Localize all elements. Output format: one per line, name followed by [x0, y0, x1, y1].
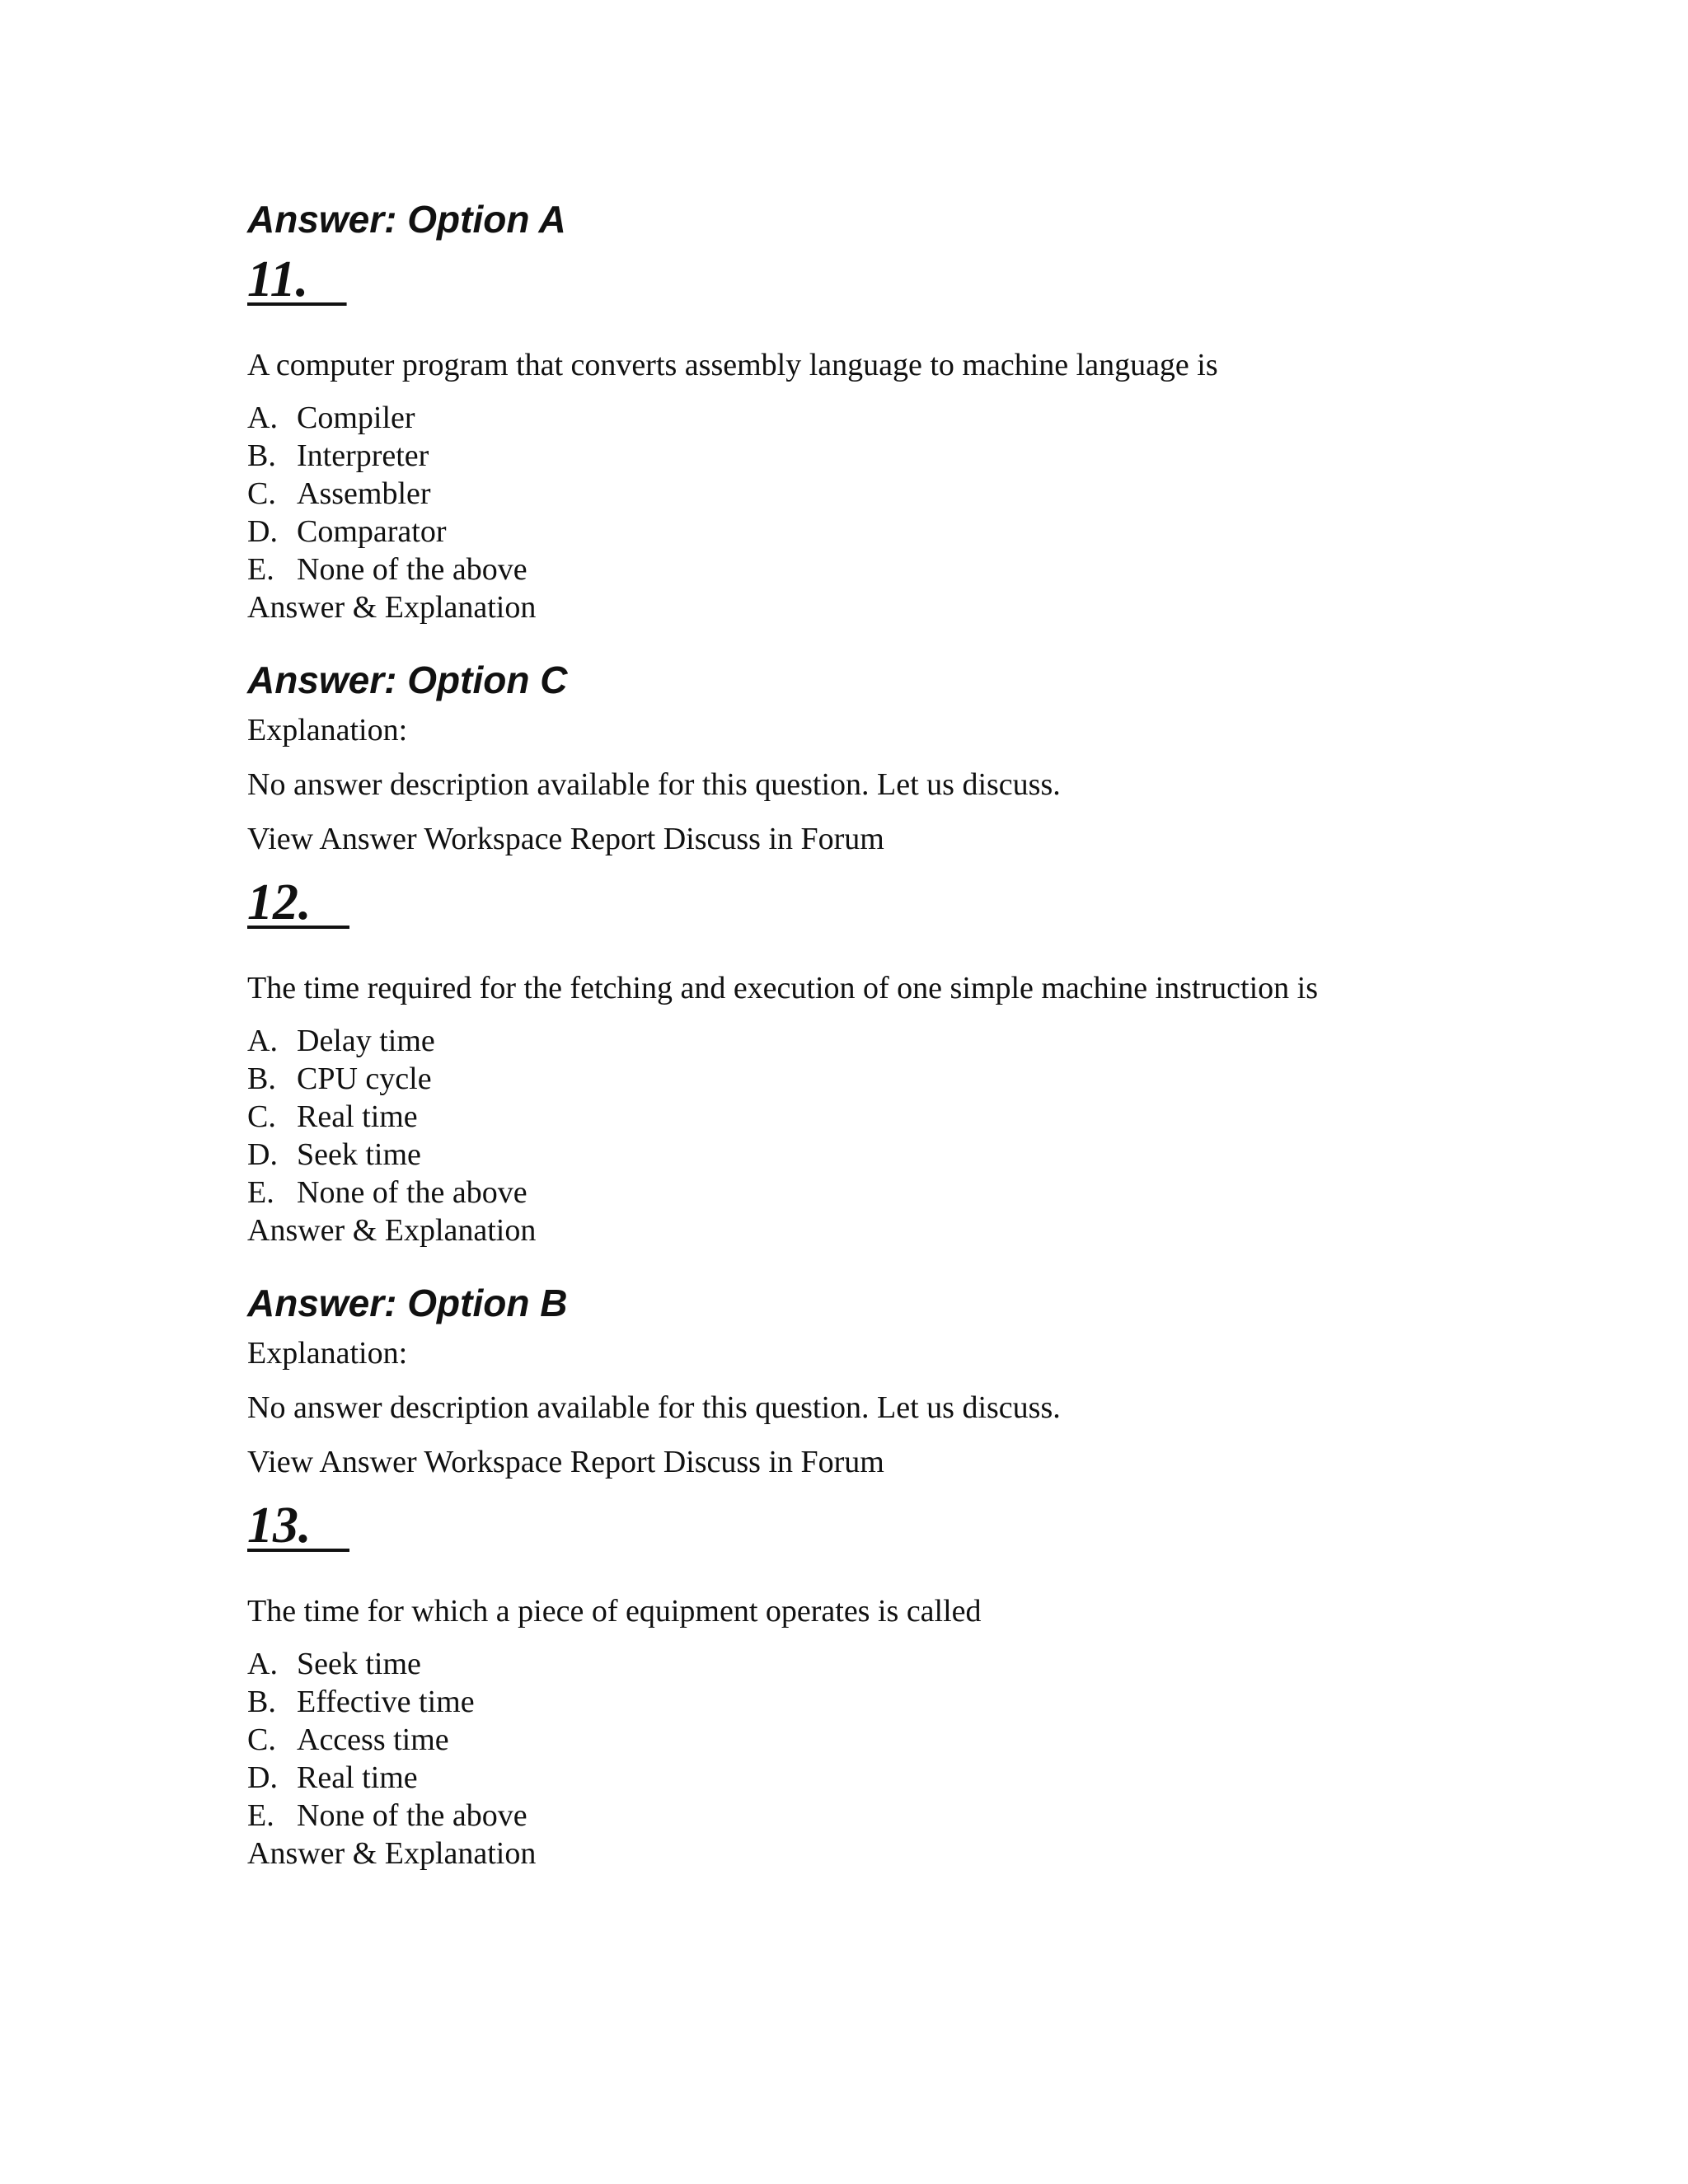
question-number: 13. — [247, 1497, 349, 1554]
option-letter: D. — [247, 1137, 278, 1172]
action-links[interactable]: View Answer Workspace Report Discuss in Forum — [247, 822, 884, 856]
option-letter: D. — [247, 514, 278, 549]
question-number: 12. — [247, 874, 349, 930]
option-text: Delay time — [297, 1024, 435, 1058]
explanation-text: No answer description available for this question. Let us discuss. — [247, 1390, 1061, 1425]
option-letter: E. — [247, 1175, 274, 1210]
option-item[interactable] — [247, 1060, 528, 1098]
option-item[interactable] — [247, 1098, 528, 1136]
option-letter: B. — [247, 438, 276, 473]
answer-heading: Answer: Option A — [247, 198, 566, 241]
option-letter: E. — [247, 552, 274, 587]
option-item[interactable] — [247, 1136, 528, 1174]
question-number: 11. — [247, 251, 347, 307]
question-text: A computer program that converts assembly language to machine language is — [247, 348, 1218, 382]
option-letter: C. — [247, 1722, 276, 1757]
option-item[interactable] — [247, 1759, 528, 1797]
option-item[interactable] — [247, 1022, 528, 1060]
option-text: None of the above — [297, 1798, 528, 1833]
option-text: Compiler — [297, 401, 415, 435]
option-letter: A. — [247, 1647, 278, 1681]
option-letter: B. — [247, 1685, 276, 1719]
option-text: None of the above — [297, 552, 528, 587]
option-text: Seek time — [297, 1137, 421, 1172]
option-item[interactable] — [247, 399, 528, 437]
explanation-label: Explanation: — [247, 1336, 408, 1371]
answer-explanation-link[interactable]: Answer & Explanation — [247, 1836, 537, 1871]
option-item[interactable] — [247, 1683, 528, 1721]
answer-explanation-link[interactable]: Answer & Explanation — [247, 590, 537, 625]
options-list — [247, 399, 528, 588]
option-item[interactable] — [247, 513, 528, 551]
option-text: Effective time — [297, 1685, 475, 1719]
option-item[interactable] — [247, 1721, 528, 1759]
option-item[interactable] — [247, 437, 528, 475]
option-text: CPU cycle — [297, 1062, 432, 1096]
question-text: The time required for the fetching and execution of one simple machine instruction is — [247, 971, 1318, 1005]
option-text: Comparator — [297, 514, 447, 549]
answer-heading: Answer: Option C — [247, 658, 568, 701]
option-item[interactable] — [247, 1797, 528, 1835]
answer-explanation-link[interactable]: Answer & Explanation — [247, 1213, 537, 1248]
option-letter: E. — [247, 1798, 274, 1833]
option-letter: C. — [247, 1099, 276, 1134]
options-list — [247, 1022, 528, 1212]
option-item[interactable] — [247, 1174, 528, 1212]
option-letter: D. — [247, 1760, 278, 1795]
option-text: Assembler — [297, 476, 431, 511]
option-text: Real time — [297, 1099, 418, 1134]
answer-heading: Answer: Option B — [247, 1282, 568, 1324]
option-text: Seek time — [297, 1647, 421, 1681]
option-item[interactable] — [247, 1645, 528, 1683]
option-letter: A. — [247, 401, 278, 435]
option-text: Access time — [297, 1722, 449, 1757]
option-item[interactable] — [247, 475, 528, 513]
explanation-label: Explanation: — [247, 713, 408, 748]
question-text: The time for which a piece of equipment operates is called — [247, 1594, 982, 1629]
option-item[interactable] — [247, 551, 528, 588]
options-list — [247, 1645, 528, 1835]
option-letter: C. — [247, 476, 276, 511]
option-text: None of the above — [297, 1175, 528, 1210]
explanation-text: No answer description available for this question. Let us discuss. — [247, 767, 1061, 802]
action-links[interactable]: View Answer Workspace Report Discuss in Forum — [247, 1445, 884, 1479]
option-letter: B. — [247, 1062, 276, 1096]
option-text: Real time — [297, 1760, 418, 1795]
option-text: Interpreter — [297, 438, 429, 473]
option-letter: A. — [247, 1024, 278, 1058]
